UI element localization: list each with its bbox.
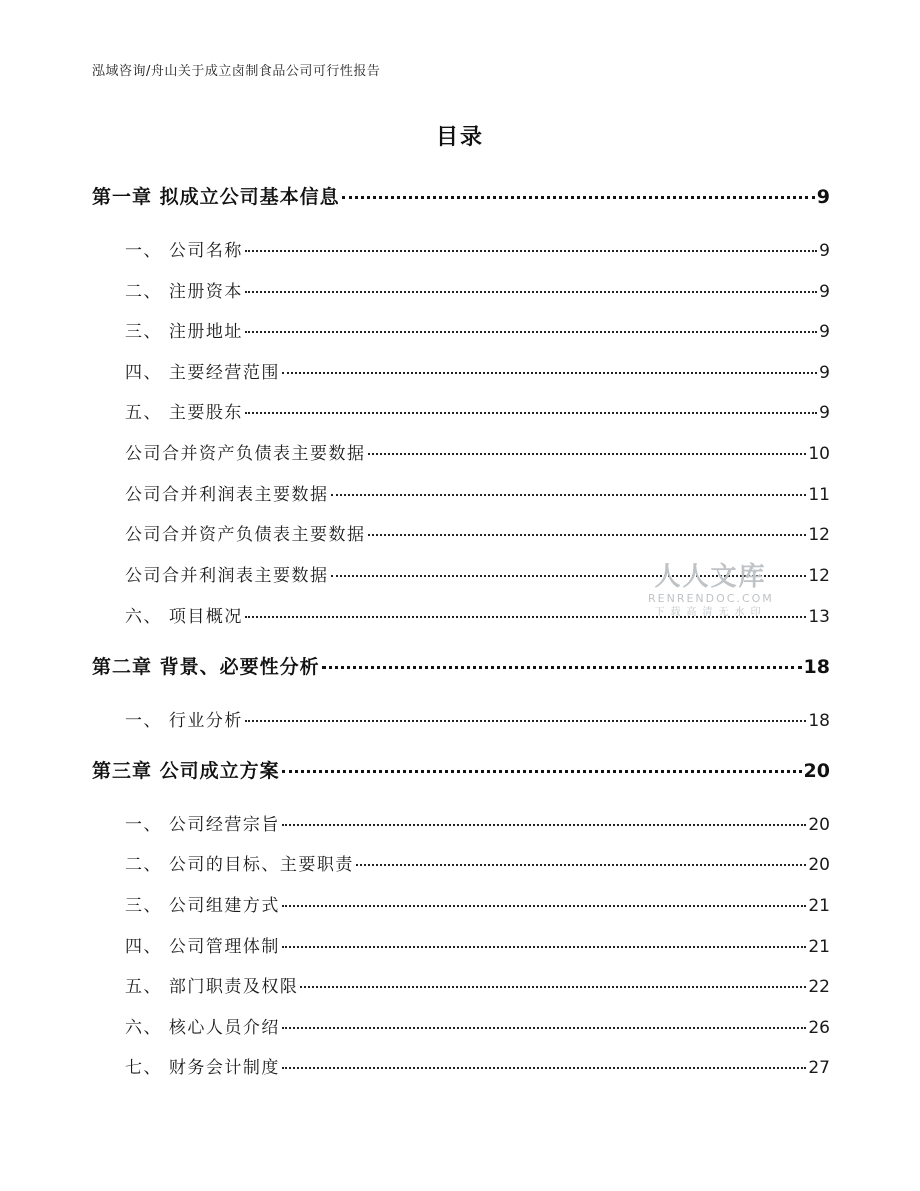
toc-entry-label: 二、 公司的目标、主要职责 — [125, 855, 354, 875]
watermark-main-text: 人人文库 — [654, 562, 767, 592]
toc-section-project-overview[interactable] — [125, 602, 830, 627]
toc-entry-page: 20 — [808, 855, 830, 875]
toc-entry-label: 二、 注册资本 — [125, 282, 243, 302]
toc-entry-label: 公司合并利润表主要数据 — [125, 485, 329, 505]
toc-entry-label: 一、 公司名称 — [125, 241, 243, 261]
toc-dot-leader — [245, 331, 817, 333]
toc-section-goals-duties[interactable] — [125, 850, 830, 875]
toc-dot-leader — [368, 453, 807, 455]
toc-entry-page: 22 — [808, 977, 830, 997]
toc-entry-label: 公司合并资产负债表主要数据 — [125, 525, 366, 545]
toc-entry-page: 21 — [808, 937, 830, 957]
toc-chapter-2[interactable] — [92, 652, 830, 679]
toc-entry-label: 第二章 背景、必要性分析 — [92, 656, 320, 678]
toc-dot-leader — [282, 770, 802, 773]
toc-dot-leader — [356, 864, 806, 866]
toc-dot-leader — [245, 250, 817, 252]
toc-entry-page: 20 — [808, 815, 830, 835]
toc-dot-leader — [368, 534, 807, 536]
toc-entry-page: 18 — [803, 656, 830, 678]
toc-entry-page: 10 — [808, 444, 830, 464]
toc-section-income-statement-2[interactable] — [125, 561, 830, 586]
toc-section-department-duties[interactable] — [125, 972, 830, 997]
toc-section-balance-sheet-1[interactable] — [125, 439, 830, 464]
toc-entry-label: 一、 行业分析 — [125, 711, 243, 731]
toc-entry-page: 9 — [819, 282, 830, 302]
toc-entry-page: 9 — [819, 363, 830, 383]
toc-dot-leader — [282, 1027, 806, 1029]
toc-entry-page: 9 — [819, 322, 830, 342]
toc-entry-label: 三、 注册地址 — [125, 322, 243, 342]
toc-entry-label: 四、 主要经营范围 — [125, 363, 280, 383]
toc-dot-leader — [282, 824, 806, 826]
toc-section-registered-capital[interactable] — [125, 277, 830, 302]
toc-dot-leader — [282, 946, 806, 948]
toc-entry-label: 第三章 公司成立方案 — [92, 760, 280, 782]
toc-entry-page: 12 — [808, 525, 830, 545]
toc-entry-page: 9 — [816, 186, 830, 208]
toc-section-business-purpose[interactable] — [125, 810, 830, 835]
toc-entry-label: 五、 主要股东 — [125, 403, 243, 423]
toc-entry-label: 六、 核心人员介绍 — [125, 1018, 280, 1038]
toc-section-balance-sheet-2[interactable] — [125, 520, 830, 545]
toc-section-income-statement-1[interactable] — [125, 480, 830, 505]
toc-dot-leader — [282, 372, 817, 374]
toc-entry-page: 26 — [808, 1018, 830, 1038]
toc-dot-leader — [331, 575, 807, 577]
toc-entry-page: 12 — [808, 566, 830, 586]
toc-entry-page: 13 — [808, 607, 830, 627]
toc-section-business-scope[interactable] — [125, 358, 830, 383]
toc-entry-page: 21 — [808, 896, 830, 916]
toc-section-core-personnel[interactable] — [125, 1013, 830, 1038]
running-header: 泓域咨询/舟山关于成立卤制食品公司可行性报告 — [92, 64, 381, 79]
toc-entry-label: 三、 公司组建方式 — [125, 896, 280, 916]
toc-entry-label: 四、 公司管理体制 — [125, 937, 280, 957]
toc-entry-page: 18 — [808, 711, 830, 731]
toc-entry-label: 一、 公司经营宗旨 — [125, 815, 280, 835]
toc-section-registered-address[interactable] — [125, 317, 830, 342]
toc-entry-page: 11 — [808, 485, 830, 505]
toc-chapter-1[interactable] — [92, 182, 830, 209]
toc-entry-page: 9 — [819, 241, 830, 261]
toc-chapter-3[interactable] — [92, 756, 830, 783]
toc-entry-label: 公司合并资产负债表主要数据 — [125, 444, 366, 464]
toc-section-company-name[interactable] — [125, 236, 830, 261]
toc-dot-leader — [342, 196, 815, 199]
toc-entry-label: 公司合并利润表主要数据 — [125, 566, 329, 586]
toc-dot-leader — [331, 494, 807, 496]
toc-dot-leader — [282, 1067, 806, 1069]
toc-section-industry-analysis[interactable] — [125, 706, 830, 731]
toc-dot-leader — [245, 412, 817, 414]
toc-dot-leader — [282, 905, 806, 907]
toc-section-shareholders[interactable] — [125, 398, 830, 423]
toc-entry-label: 七、 财务会计制度 — [125, 1058, 280, 1078]
toc-entry-page: 20 — [803, 760, 830, 782]
toc-section-management-system[interactable] — [125, 932, 830, 957]
toc-dot-leader — [245, 616, 806, 618]
toc-dot-leader — [245, 720, 806, 722]
watermark-url-text: RENRENDOC.COM — [648, 592, 774, 605]
toc-section-formation-method[interactable] — [125, 891, 830, 916]
toc-title: 目录 — [435, 125, 484, 150]
toc-dot-leader — [245, 291, 817, 293]
toc-entry-page: 9 — [819, 403, 830, 423]
toc-dot-leader — [322, 666, 802, 669]
toc-entry-label: 六、 项目概况 — [125, 607, 243, 627]
toc-section-accounting-system[interactable] — [125, 1053, 830, 1078]
toc-entry-label: 五、 部门职责及权限 — [125, 977, 299, 997]
watermark-tagline: 下载高清无水印 — [654, 607, 767, 618]
toc-entry-page: 27 — [808, 1058, 830, 1078]
toc-entry-label: 第一章 拟成立公司基本信息 — [92, 186, 340, 208]
toc-dot-leader — [300, 986, 806, 988]
